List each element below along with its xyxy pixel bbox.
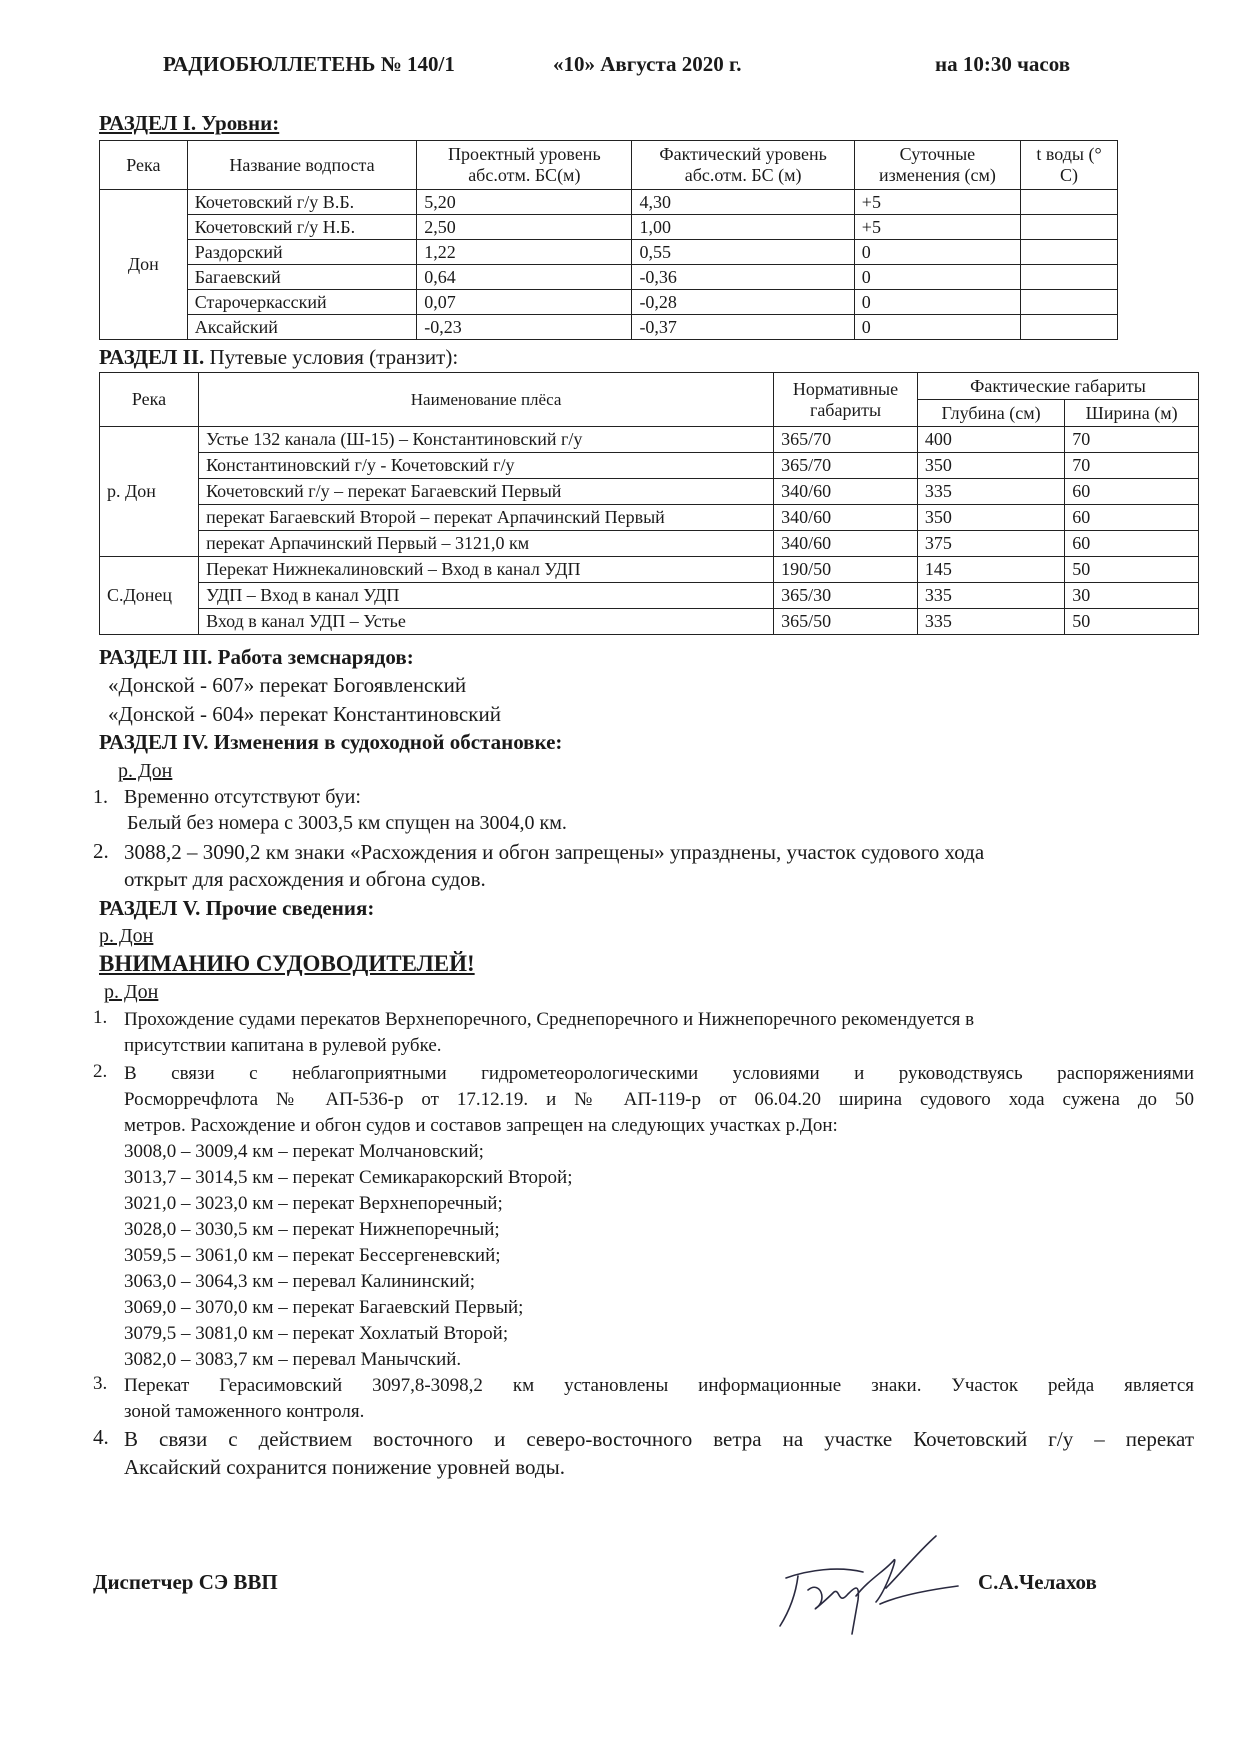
reach-name: Вход в канал УДП – Устье <box>199 609 774 635</box>
width: 30 <box>1065 583 1199 609</box>
river-cell: С.Донец <box>100 557 199 635</box>
actual-level: 4,30 <box>632 190 854 215</box>
list-item-text <box>124 1061 1194 1139</box>
project-level: 0,07 <box>417 290 632 315</box>
table-row <box>100 583 1199 609</box>
width: 70 <box>1065 453 1199 479</box>
section2-title-text: Путевые условия (транзит): <box>209 345 459 369</box>
signature-icon <box>768 1530 968 1640</box>
river-cell: р. Дон <box>100 427 199 557</box>
width: 60 <box>1065 531 1199 557</box>
table-row <box>100 315 1118 340</box>
normative: 365/30 <box>774 583 918 609</box>
daily-change: +5 <box>854 215 1020 240</box>
bulletin-title: РАДИОБЮЛЛЕТЕНЬ № 140/1 <box>163 52 455 76</box>
water-temp <box>1021 190 1118 215</box>
reach-name: Устье 132 канала (Ш-15) – Константиновский г/у <box>199 427 774 453</box>
project-level: 0,64 <box>417 265 632 290</box>
daily-change: 0 <box>854 265 1020 290</box>
normative: 340/60 <box>774 505 918 531</box>
reach-name: перекат Арпачинский Первый – 3121,0 км <box>199 531 774 557</box>
daily-change: 0 <box>854 290 1020 315</box>
text-line: зоной таможенного контроля. <box>124 1401 365 1422</box>
daily-change: 0 <box>854 240 1020 265</box>
depth: 335 <box>917 609 1064 635</box>
text-line: Перекат Герасимовский 3097,8-3098,2 км установлены информационные знаки. Участок рейда является <box>124 1375 1194 1396</box>
table-row <box>100 453 1199 479</box>
col-river: Река <box>100 141 188 190</box>
width: 50 <box>1065 557 1199 583</box>
dispatcher-role: Диспетчер СЭ ВВП <box>93 1570 278 1594</box>
route-table-header <box>100 373 1199 400</box>
text-line: Росморречфлота № АП-536-р от 17.12.19. и № АП-119-р от 06.04.20 ширина судового хода сужена до 50 <box>124 1089 1194 1110</box>
normative: 340/60 <box>774 479 918 505</box>
river-cell: Дон <box>100 190 188 340</box>
water-temp <box>1021 265 1118 290</box>
segment-item: 3082,0 – 3083,7 км – перевал Манычский. <box>124 1349 462 1370</box>
list-number: 1. <box>93 786 108 808</box>
normative: 365/50 <box>774 609 918 635</box>
list-number: 3. <box>93 1373 108 1394</box>
list-number: 4. <box>93 1425 109 1449</box>
post-name: Кочетовский г/у Н.Б. <box>187 215 417 240</box>
dredger-item: «Донской - 604» перекат Константиновский <box>108 702 501 726</box>
text-line: 3088,2 – 3090,2 км знаки «Расхождения и обгон запрещены» упразднены, участок судового хода <box>124 840 985 864</box>
table-row <box>100 609 1199 635</box>
table-row <box>100 531 1199 557</box>
text-line: Аксайский сохранится понижение уровней воды. <box>124 1455 565 1479</box>
list-item-text <box>124 1007 1194 1059</box>
width: 60 <box>1065 505 1199 531</box>
table-row <box>100 505 1199 531</box>
normative: 190/50 <box>774 557 918 583</box>
segment-list <box>124 1139 573 1373</box>
col-post-name: Название водпоста <box>187 141 417 190</box>
bulletin-date: «10» Августа 2020 г. <box>553 52 742 76</box>
depth: 335 <box>917 583 1064 609</box>
segment-item: 3028,0 – 3030,5 км – перекат Нижнепоречный; <box>124 1219 500 1240</box>
segment-item: 3013,7 – 3014,5 км – перекат Семикаракорский Второй; <box>124 1167 573 1188</box>
segment-item: 3008,0 – 3009,4 км – перекат Молчановский; <box>124 1141 484 1162</box>
attention-title: ВНИМАНИЮ СУДОВОДИТЕЛЕЙ! <box>99 951 475 976</box>
normative: 365/70 <box>774 427 918 453</box>
segment-item: 3063,0 – 3064,3 км – перевал Калининский; <box>124 1271 476 1292</box>
table-row <box>100 427 1199 453</box>
table-row <box>100 240 1118 265</box>
actual-level: 1,00 <box>632 215 854 240</box>
list-item-text: Временно отсутствуют буи: <box>124 786 361 808</box>
depth: 400 <box>917 427 1064 453</box>
col-daily-change: Суточные изменения (см) <box>854 141 1020 190</box>
post-name: Раздорский <box>187 240 417 265</box>
depth: 145 <box>917 557 1064 583</box>
levels-table <box>99 140 1118 340</box>
text-line: открыт для расхождения и обгона судов. <box>124 867 486 891</box>
reach-name: перекат Багаевский Второй – перекат Арпачинский Первый <box>199 505 774 531</box>
col-actual-level: Фактический уровень абс.отм. БС (м) <box>632 141 854 190</box>
segment-item: 3059,5 – 3061,0 км – перекат Бессергеневский; <box>124 1245 501 1266</box>
post-name: Старочеркасский <box>187 290 417 315</box>
river-label: р. Дон <box>99 925 154 947</box>
segment-item: 3079,5 – 3081,0 км – перекат Хохлатый Второй; <box>124 1323 509 1344</box>
depth: 350 <box>917 505 1064 531</box>
section2-title-number: РАЗДЕЛ II. <box>99 345 205 369</box>
depth: 350 <box>917 453 1064 479</box>
segment-item: 3069,0 – 3070,0 км – перекат Багаевский Первый; <box>124 1297 524 1318</box>
table-row <box>100 290 1118 315</box>
route-table <box>99 372 1199 635</box>
water-temp <box>1021 240 1118 265</box>
list-item-text <box>124 839 1194 893</box>
col-river: Река <box>100 373 199 427</box>
reach-name: Кочетовский г/у – перекат Багаевский Первый <box>199 479 774 505</box>
table-row <box>100 479 1199 505</box>
text-line: В связи с неблагоприятными гидрометеорологическими условиями и руководствуясь распоряжениями <box>124 1063 1194 1084</box>
list-item-subtext: Белый без номера с 3003,5 км спущен на 3004,0 км. <box>127 812 567 834</box>
col-depth: Глубина (см) <box>917 400 1064 427</box>
actual-level: -0,36 <box>632 265 854 290</box>
bulletin-time: на 10:30 часов <box>935 52 1071 76</box>
project-level: 2,50 <box>417 215 632 240</box>
water-temp <box>1021 290 1118 315</box>
text-line: Прохождение судами перекатов Верхнепоречного, Среднепоречного и Нижнепоречного рекомендуется в <box>124 1009 975 1030</box>
col-project-level: Проектный уровень абс.отм. БС(м) <box>417 141 632 190</box>
depth: 335 <box>917 479 1064 505</box>
bulletin-header <box>0 52 1240 92</box>
river-label: р. Дон <box>118 760 173 782</box>
normative: 365/70 <box>774 453 918 479</box>
col-normative: Нормативные габариты <box>774 373 918 427</box>
actual-level: -0,37 <box>632 315 854 340</box>
depth: 375 <box>917 531 1064 557</box>
post-name: Багаевский <box>187 265 417 290</box>
project-level: 1,22 <box>417 240 632 265</box>
daily-change: +5 <box>854 190 1020 215</box>
segment-item: 3021,0 – 3023,0 км – перекат Верхнепоречный; <box>124 1193 503 1214</box>
reach-name: Константиновский г/у - Кочетовский г/у <box>199 453 774 479</box>
actual-level: -0,28 <box>632 290 854 315</box>
dredger-item: «Донской - 607» перекат Богоявленский <box>108 673 467 697</box>
list-number: 2. <box>93 1061 108 1082</box>
section2-title <box>99 345 458 370</box>
water-temp <box>1021 215 1118 240</box>
daily-change: 0 <box>854 315 1020 340</box>
list-number: 2. <box>93 839 109 863</box>
col-width: Ширина (м) <box>1065 400 1199 427</box>
text-line: присутствии капитана в рулевой рубке. <box>124 1035 442 1056</box>
reach-name: УДП – Вход в канал УДП <box>199 583 774 609</box>
table-row <box>100 265 1118 290</box>
water-temp <box>1021 315 1118 340</box>
list-item-text <box>124 1425 1194 1481</box>
width: 50 <box>1065 609 1199 635</box>
section5-title: РАЗДЕЛ V. Прочие сведения: <box>99 896 375 920</box>
section3-title: РАЗДЕЛ III. Работа земснарядов: <box>99 645 414 669</box>
section1-title: РАЗДЕЛ I. Уровни: <box>99 111 280 135</box>
reach-name: Перекат Нижнекалиновский – Вход в канал УДП <box>199 557 774 583</box>
width: 70 <box>1065 427 1199 453</box>
col-water-temp: t воды (° С) <box>1021 141 1118 190</box>
section4-title: РАЗДЕЛ IV. Изменения в судоходной обстановке: <box>99 730 563 754</box>
river-label: р. Дон <box>104 981 159 1003</box>
project-level: 5,20 <box>417 190 632 215</box>
list-item-text <box>124 1373 1194 1425</box>
text-line: В связи с действием восточного и северо-восточного ветра на участке Кочетовский г/у – перекат <box>124 1427 1194 1451</box>
table-row <box>100 557 1199 583</box>
table-row <box>100 190 1118 215</box>
project-level: -0,23 <box>417 315 632 340</box>
post-name: Кочетовский г/у В.Б. <box>187 190 417 215</box>
col-reach-name: Наименование плёса <box>199 373 774 427</box>
post-name: Аксайский <box>187 315 417 340</box>
list-number: 1. <box>93 1007 108 1028</box>
normative: 340/60 <box>774 531 918 557</box>
actual-level: 0,55 <box>632 240 854 265</box>
dispatcher-name: С.А.Челахов <box>978 1570 1097 1594</box>
table-row <box>100 215 1118 240</box>
width: 60 <box>1065 479 1199 505</box>
levels-table-header <box>100 141 1118 190</box>
text-line: метров. Расхождение и обгон судов и составов запрещен на следующих участках р.Дон: <box>124 1115 838 1136</box>
col-actual-dims: Фактические габариты <box>917 373 1198 400</box>
